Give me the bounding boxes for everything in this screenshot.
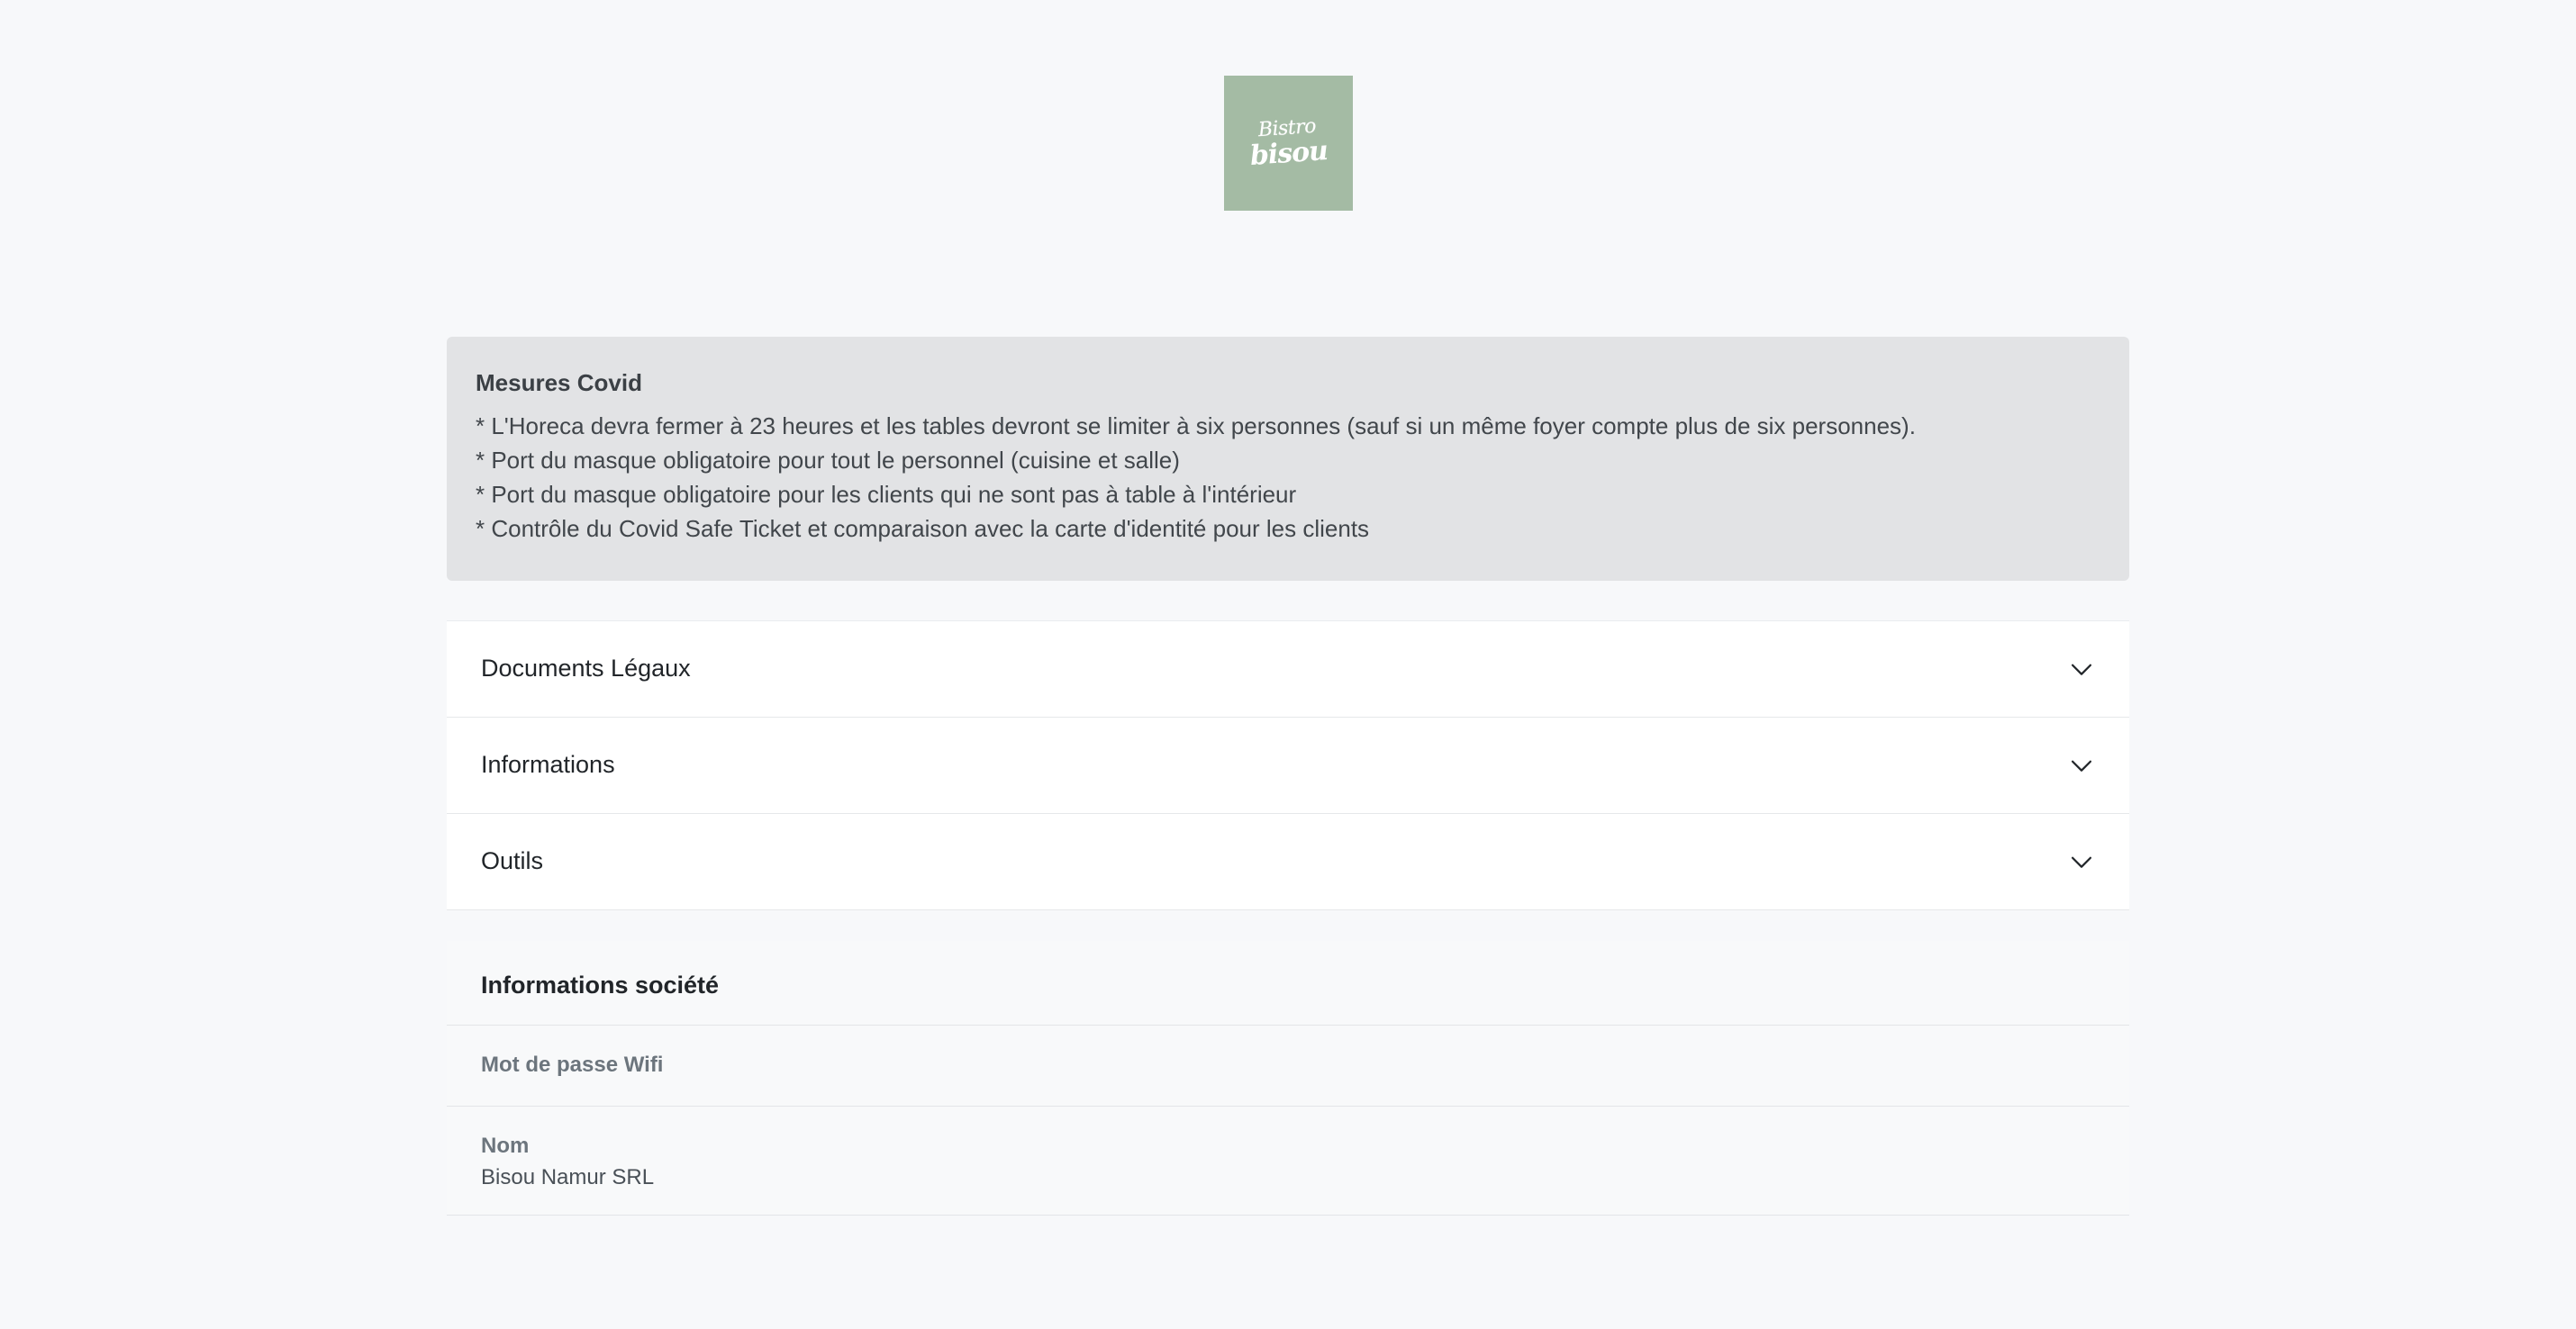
covid-banner-line: * L'Horeca devra fermer à 23 heures et les tables devront se limiter à six personnes (sauf si un même foyer compte plus de six personnes).	[476, 412, 1916, 439]
chevron-down-icon[interactable]	[2066, 750, 2097, 781]
chevron-down-icon[interactable]	[2066, 846, 2097, 877]
brand-logo-container	[0, 76, 2576, 211]
brand-logo	[1224, 76, 1353, 211]
field-label: Mot de passe Wifi	[481, 1052, 664, 1077]
covid-banner-line: * Port du masque obligatoire pour tout le personnel (cuisine et salle)	[476, 446, 1180, 474]
field-label: Nom	[481, 1134, 530, 1158]
accordion-item-informations[interactable]	[447, 718, 2129, 814]
brand-logo-top-word: Bistro	[1256, 114, 1317, 142]
covid-banner-title: Mesures Covid	[476, 369, 642, 396]
content-column	[447, 337, 2129, 1216]
company-info-card	[447, 941, 2129, 1216]
brand-logo-bottom-word: bisou	[1248, 135, 1329, 172]
company-info-title: Informations société	[447, 972, 2129, 1026]
chevron-down-icon[interactable]	[2066, 654, 2097, 684]
accordion	[447, 620, 2129, 910]
covid-banner-line: * Contrôle du Covid Safe Ticket et comparaison avec la carte d'identité pour les clients	[476, 514, 1370, 542]
covid-measures-banner	[447, 337, 2129, 581]
accordion-item-documents-legaux[interactable]	[447, 621, 2129, 718]
company-info-field-nom	[447, 1107, 2129, 1216]
accordion-item-label: Informations	[481, 751, 615, 779]
covid-banner-line: * Port du masque obligatoire pour les clients qui ne sont pas à table à l'intérieur	[476, 480, 1297, 508]
accordion-item-label: Documents Légaux	[481, 655, 691, 683]
accordion-item-label: Outils	[481, 847, 544, 875]
company-info-field-wifi-password	[447, 1026, 2129, 1107]
field-value: Bisou Namur SRL	[481, 1165, 655, 1190]
accordion-item-outils[interactable]	[447, 814, 2129, 910]
brand-logo-text	[1247, 116, 1329, 170]
